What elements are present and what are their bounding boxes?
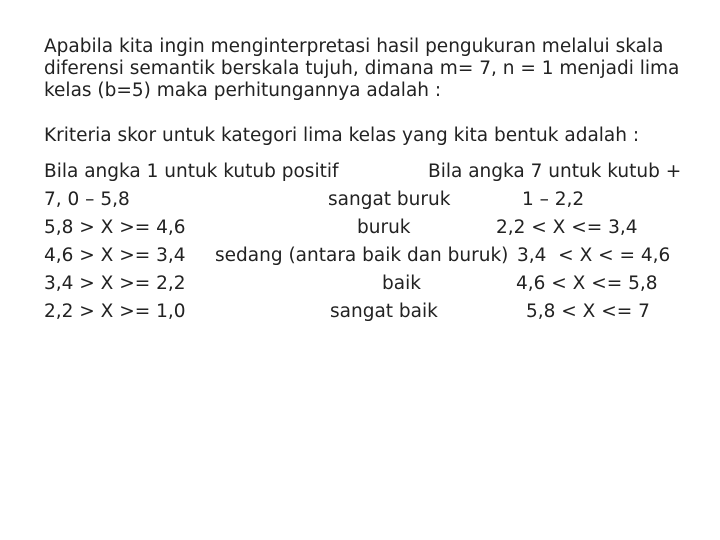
range-negative: 5,8 < X <= 7 [526,301,650,322]
range-positive: 5,8 > X >= 4,6 [44,217,186,238]
range-negative: 2,2 < X <= 3,4 [496,217,638,238]
range-positive: 4,6 > X >= 3,4 [44,245,186,266]
criteria-row [0,300,720,324]
intro-line: diferensi semantik berskala tujuh, dimana m= 7, n = 1 menjadi lima [44,58,680,79]
intro-line: Apabila kita ingin menginterpretasi hasil pengukuran melalui skala [44,36,664,57]
category-label: buruk [357,217,411,238]
range-positive: 2,2 > X >= 1,0 [44,301,186,322]
criteria-row [0,216,720,240]
criteria-title-row [0,124,720,148]
header-left: Bila angka 1 untuk kutub positif [44,161,339,182]
criteria-row [0,188,720,212]
criteria-header-row [0,160,720,184]
range-negative: 4,6 < X <= 5,8 [516,273,658,294]
intro-line: kelas (b=5) maka perhitungannya adalah : [44,80,442,101]
range-positive: 7, 0 – 5,8 [44,189,130,210]
category-label: sangat buruk [328,189,451,210]
criteria-title: Kriteria skor untuk kategori lima kelas yang kita bentuk adalah : [44,125,640,146]
category-label: sedang (antara baik dan buruk) [215,245,509,266]
criteria-row [0,272,720,296]
category-label: sangat baik [330,301,438,322]
intro-paragraph [44,36,684,102]
category-label: baik [382,273,421,294]
range-positive: 3,4 > X >= 2,2 [44,273,186,294]
range-negative: 1 – 2,2 [522,189,585,210]
range-negative: 3,4 < X < = 4,6 [517,245,671,266]
header-right: Bila angka 7 untuk kutub + [428,161,682,182]
criteria-row [0,244,720,268]
